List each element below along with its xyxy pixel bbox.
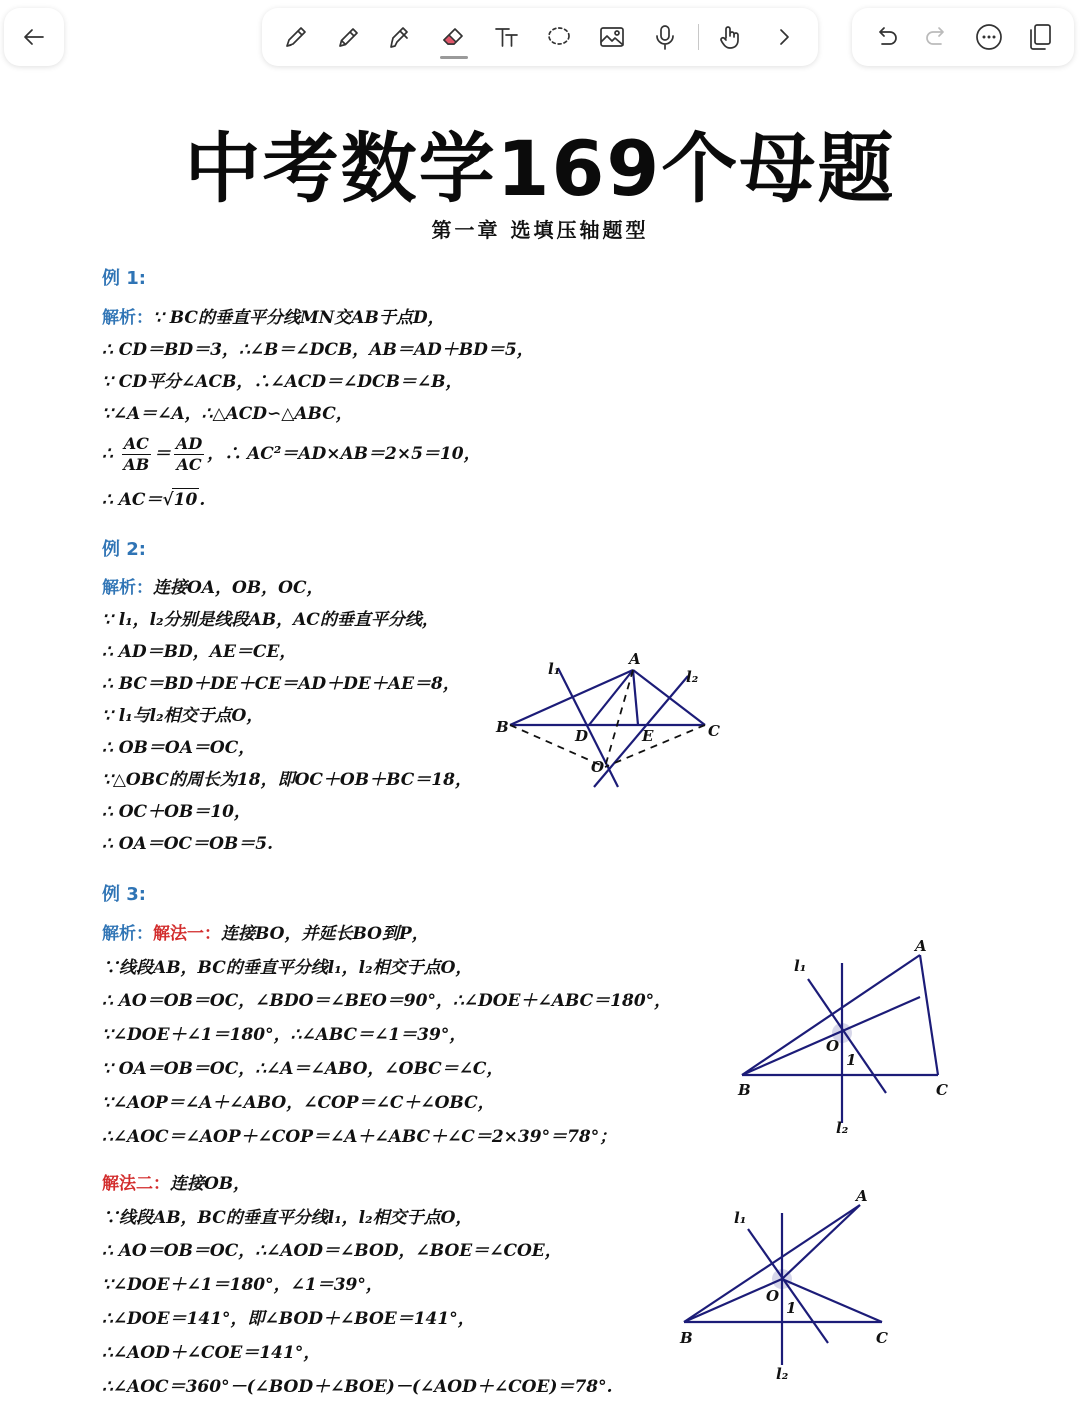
example-3-line: ∴ AO＝OB＝OC，∠BDO＝∠BEO＝90°，∴∠DOE＋∠ABC＝180°， [102, 991, 672, 1011]
hand-touch-tool-button[interactable] [711, 15, 751, 59]
example-2-line [102, 577, 324, 599]
pen-tool-button[interactable] [276, 15, 316, 59]
line-text: 连接BO，并延长BO到P， [221, 924, 429, 944]
point-o-label: O [766, 1287, 780, 1305]
segment-ab [510, 670, 633, 725]
more-button[interactable] [969, 15, 1009, 59]
example-2-line: ∴ OA＝OC＝OB＝5. [102, 834, 273, 854]
example-1-line [102, 307, 445, 329]
example-1-fraction-line [102, 434, 481, 475]
example-3-label: 例 3: [102, 884, 146, 905]
point-d-label: D [575, 727, 589, 745]
pencil-icon [334, 22, 364, 52]
method-1-label: 解法一： [153, 924, 221, 944]
chevron-right-icon [769, 22, 799, 52]
arrow-left-icon [19, 22, 49, 52]
sqrt-tail: . [199, 490, 206, 510]
example-1-line: ∵ CD平分∠ACB，∴∠ACD＝∠DCB＝∠B， [102, 372, 463, 392]
undo-button[interactable] [866, 15, 906, 59]
point-o-label: O [591, 758, 605, 776]
method-2-label: 解法二： [102, 1174, 170, 1194]
line-l2-label: l₂ [836, 1119, 849, 1137]
sqrt-prefix: ∴ AC＝√ [102, 490, 174, 510]
text-icon [492, 22, 522, 52]
point-a-label: A [915, 937, 927, 955]
example-3-line: ∵∠AOP＝∠A＋∠ABO，∠COP＝∠C＋∠OBC， [102, 1093, 495, 1113]
point-b-label: B [738, 1081, 751, 1099]
highlighter-icon [386, 22, 416, 52]
angle-1-label: 1 [846, 1051, 857, 1069]
frac-tail: ，∴ AC²＝AD×AB＝2×5＝10， [207, 444, 481, 464]
segment-ae [633, 670, 638, 725]
fraction-numerator: AC [123, 434, 149, 453]
point-e-label: E [642, 727, 654, 745]
lasso-tool-button[interactable] [539, 15, 579, 59]
sqrt-value: 10 [173, 490, 198, 510]
point-b-label: B [496, 718, 509, 736]
fraction-2 [174, 434, 204, 475]
example-2-line: ∴ OB＝OA＝OC， [102, 738, 256, 758]
hand-touch-icon [716, 22, 746, 52]
example-2-figure [490, 650, 730, 795]
example-3-line: ∴∠AOC＝∠AOP＋∠COP＝∠A＋∠ABC＋∠C＝2×39°＝78°； [102, 1127, 617, 1147]
line-text: 连接OB， [170, 1174, 251, 1194]
microphone-tool-button[interactable] [645, 15, 685, 59]
example-2-line: ∴ OC＋OB＝10， [102, 802, 251, 822]
pages-icon [1025, 22, 1055, 52]
document-title: 中考数学169个母题 [184, 124, 896, 213]
segment-ao [605, 670, 633, 767]
more-icon [974, 22, 1004, 52]
line-l2 [594, 676, 688, 787]
example-3-line: ∵线段AB，BC的垂直平分线l₁，l₂相交于点O， [102, 958, 473, 978]
point-o-label: O [826, 1037, 840, 1055]
example-3-line: ∵线段AB，BC的垂直平分线l₁，l₂相交于点O， [102, 1208, 473, 1228]
tool-palette [262, 8, 818, 66]
example-1-line: ∵∠A＝∠A，∴△ACD∽△ABC， [102, 404, 353, 424]
example-2-line: ∵ l₁与l₂相交于点O， [102, 706, 264, 726]
frac-prefix: ∴ [102, 444, 113, 464]
example-3-line [102, 923, 429, 945]
more-tools-button[interactable] [764, 15, 804, 59]
image-icon [597, 22, 627, 52]
example-3-method-2-line [102, 1173, 250, 1195]
example-2-line: ∴ BC＝BD＋DE＋CE＝AD＋DE＋AE＝8， [102, 674, 460, 694]
example-3-line: ∵∠DOE＋∠1＝180°，∴∠ABC＝∠1＝39°， [102, 1025, 467, 1045]
point-a-label: A [629, 650, 641, 668]
jiexi-label: 解析： [102, 578, 153, 598]
undo-icon [871, 22, 901, 52]
segment-ad [589, 670, 633, 725]
fraction-1 [122, 434, 151, 475]
eraser-icon [439, 22, 469, 52]
segment-bp [742, 997, 920, 1075]
text-tool-button[interactable] [487, 15, 527, 59]
line-text: 连接OA，OB，OC， [153, 578, 324, 598]
fraction-numerator: AD [175, 434, 203, 453]
example-3-line: ∵∠DOE＋∠1＝180°，∠1＝39°， [102, 1275, 383, 1295]
angle-1-label: 1 [786, 1299, 797, 1317]
example-1-label: 例 1: [102, 268, 146, 289]
microphone-icon [650, 22, 680, 52]
example-3-figure-1 [730, 935, 960, 1140]
line-l1-label: l₁ [794, 957, 807, 975]
point-b-label: B [680, 1329, 693, 1347]
example-3-line: ∴∠AOC＝360°－(∠BOD＋∠BOE)－(∠AOD＋∠COE)＝78°. [102, 1377, 613, 1397]
example-3-line: ∴∠DOE＝141°，即∠BOD＋∠BOE＝141°， [102, 1309, 475, 1329]
pen-icon [281, 22, 311, 52]
segment-ac [920, 955, 938, 1075]
segment-ab [742, 955, 920, 1075]
fraction-denominator: AC [176, 455, 202, 474]
toolbar-actions-group [852, 8, 1074, 66]
point-c-label: C [876, 1329, 888, 1347]
jiexi-label: 解析： [102, 924, 153, 944]
example-1-line: ∴ CD＝BD＝3，∴∠B＝∠DCB，AB＝AD＋BD＝5， [102, 340, 534, 360]
toolbar-back-group [4, 8, 64, 66]
eraser-tool-button[interactable] [434, 15, 474, 59]
example-3-figure-2 [672, 1185, 902, 1385]
line-text: ∵ BC的垂直平分线MN交AB于点D， [153, 308, 445, 328]
line-l2-label: l₂ [776, 1365, 789, 1383]
back-button[interactable] [14, 15, 54, 59]
segment-oa [782, 1205, 860, 1279]
line-l1-label: l₁ [734, 1209, 747, 1227]
pencil-tool-button[interactable] [329, 15, 369, 59]
example-3-line: ∵ OA＝OB＝OC，∴∠A＝∠ABO，∠OBC＝∠C， [102, 1059, 504, 1079]
example-2-line: ∵△OBC的周长为18，即OC＋OB＋BC＝18， [102, 770, 472, 790]
point-c-label: C [708, 722, 720, 740]
example-2-line: ∴ AD＝BD，AE＝CE， [102, 642, 297, 662]
highlighter-tool-button[interactable] [381, 15, 421, 59]
redo-button[interactable] [917, 15, 957, 59]
example-3-line: ∴∠AOD＋∠COE＝141°， [102, 1343, 321, 1363]
point-c-label: C [936, 1081, 948, 1099]
pages-button[interactable] [1020, 15, 1060, 59]
example-3-line: ∴ AO＝OB＝OC，∴∠AOD＝∠BOD，∠BOE＝∠COE， [102, 1241, 562, 1261]
line-l2-label: l₂ [686, 668, 699, 686]
jiexi-label: 解析： [102, 308, 153, 328]
chapter-heading: 第一章 选填压轴题型 [431, 218, 649, 242]
segment-co [605, 725, 705, 767]
lasso-icon [544, 22, 574, 52]
line-l1-label: l₁ [548, 660, 561, 678]
example-2-label: 例 2: [102, 539, 146, 560]
image-tool-button[interactable] [592, 15, 632, 59]
redo-icon [922, 22, 952, 52]
example-2-line: ∵ l₁，l₂分别是线段AB，AC的垂直平分线， [102, 610, 439, 630]
example-1-sqrt-line [102, 488, 205, 511]
fraction-denominator: AB [123, 455, 150, 474]
toolbar-divider [698, 24, 699, 50]
frac-equals: ＝ [153, 444, 171, 464]
point-a-label: A [856, 1187, 868, 1205]
